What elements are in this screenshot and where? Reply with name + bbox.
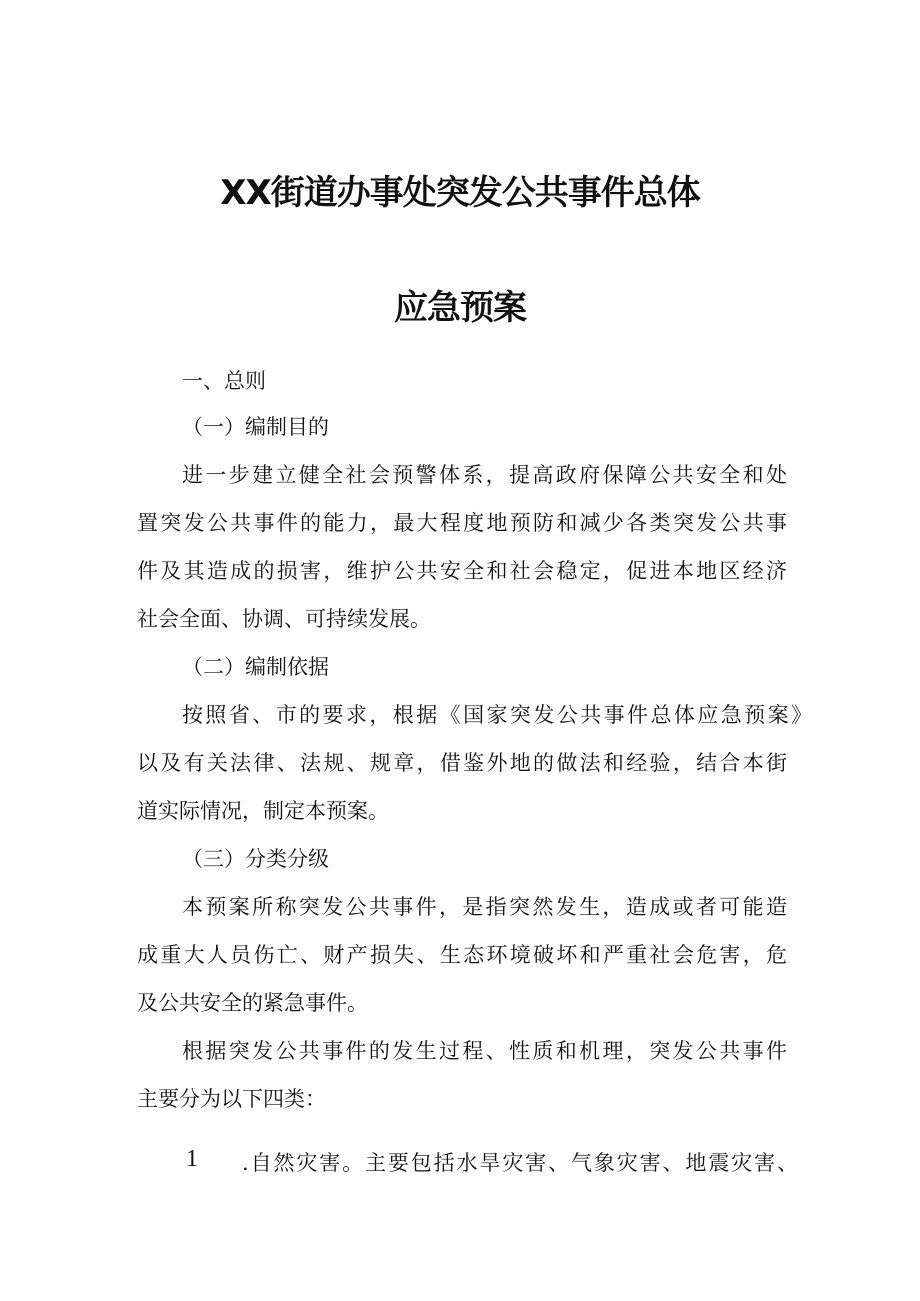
document-title-line-1: XX街道办事处突发公共事件总体 xyxy=(220,173,700,213)
paragraph-line: 本预案所称突发公共事件，是指突然发生，造成或者可能造 xyxy=(182,895,787,919)
list-item-text: .自然灾害。主要包括水旱灾害、气象灾害、地震灾害、 xyxy=(242,1151,798,1175)
paragraph-line: 件及其造成的损害，维护公共安全和社会稳定，促进本地区经济 xyxy=(137,559,787,583)
paragraph-line: 主要分为以下四类： xyxy=(137,1087,326,1111)
section-heading-general: 一、总则 xyxy=(182,369,266,393)
subsection-heading-purpose: （一）编制目的 xyxy=(182,415,329,439)
document-title-line-2: 应急预案 xyxy=(394,288,526,328)
subsection-heading-basis: （二）编制依据 xyxy=(182,655,329,679)
subsection-heading-classification: （三）分类分级 xyxy=(182,847,329,871)
paragraph-line: 以及有关法律、法规、规章，借鉴外地的做法和经验，结合本街 xyxy=(137,751,787,775)
paragraph-line: 置突发公共事件的能力，最大程度地预防和减少各类突发公共事 xyxy=(137,511,787,535)
list-item-number: 1 xyxy=(186,1146,198,1172)
paragraph-line: 进一步建立健全社会预警体系，提高政府保障公共安全和处 xyxy=(182,463,787,487)
paragraph-line: 及公共安全的紧急事件。 xyxy=(137,991,368,1015)
paragraph-line: 成重大人员伤亡、财产损失、生态环境破坏和严重社会危害，危 xyxy=(137,943,787,967)
paragraph-line: 按照省、市的要求，根据《国家突发公共事件总体应急预案》 xyxy=(182,703,812,727)
paragraph-line: 社会全面、协调、可持续发展。 xyxy=(137,607,431,631)
paragraph-line: 道实际情况，制定本预案。 xyxy=(137,799,389,823)
paragraph-line: 根据突发公共事件的发生过程、性质和机理，突发公共事件 xyxy=(182,1039,787,1063)
